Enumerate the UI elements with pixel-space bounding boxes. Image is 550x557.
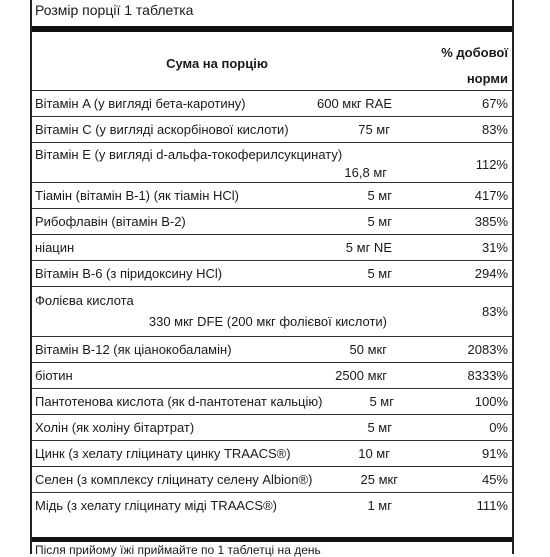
supplement-facts-panel xyxy=(30,0,514,557)
nutrient-name: Вітамін E (у вигляді d-альфа-токоферилсукцинату) xyxy=(35,147,343,162)
nutrient-row-vitamin-a xyxy=(32,90,512,116)
nutrient-dv: 31% xyxy=(481,240,508,255)
nutrient-amount: 330 мкг DFE (200 мкг фолієвої кислоти) xyxy=(148,314,387,329)
nutrient-amount: 5 мг xyxy=(367,214,392,229)
daily-value-heading-line2: норми xyxy=(466,71,508,86)
amount-per-serving-heading: Сума на порцію xyxy=(166,56,268,71)
nutrient-amount: 5 мг xyxy=(367,266,392,281)
nutrient-dv: 91% xyxy=(481,446,508,461)
nutrient-dv: 100% xyxy=(474,394,508,409)
nutrient-amount: 5 мг NE xyxy=(345,240,392,255)
nutrient-dv: 2083% xyxy=(467,342,508,357)
nutrient-row-vitamin-b6 xyxy=(32,260,512,286)
nutrient-name: Рибофлавін (вітамін В-2) xyxy=(35,214,186,229)
nutrient-name: Вітамін В-6 (з піридоксину HCl) xyxy=(35,266,223,281)
nutrient-name: Вітамін В-12 (як ціанокобаламін) xyxy=(35,342,232,357)
nutrient-dv: 83% xyxy=(481,304,508,319)
nutrient-amount: 10 мг xyxy=(358,446,390,461)
nutrient-row-riboflavin xyxy=(32,208,512,234)
nutrient-name: ніацин xyxy=(35,240,75,255)
footnote-text: Після прийому їжі приймайте по 1 таблетці на день xyxy=(35,543,321,557)
nutrient-dv: 385% xyxy=(474,214,508,229)
nutrient-name: Фолієва кислота xyxy=(35,293,134,308)
nutrient-amount: 5 мг xyxy=(369,394,394,409)
nutrient-amount: 2500 мкг xyxy=(335,368,387,383)
nutrient-row-niacin xyxy=(32,234,512,260)
nutrient-name: Пантотенова кислота (як d-пантотенат кальцію) xyxy=(35,394,323,409)
nutrient-amount: 600 мкг RAE xyxy=(316,96,392,111)
nutrient-name: Холін (як холіну бітартрат) xyxy=(35,420,195,435)
nutrient-row-vitamin-c xyxy=(32,116,512,142)
nutrient-row-thiamin xyxy=(32,182,512,208)
nutrient-name: біотин xyxy=(35,368,73,383)
nutrient-amount: 1 мг xyxy=(367,498,392,513)
daily-value-heading xyxy=(441,40,508,92)
bottom-thick-divider xyxy=(32,537,512,542)
nutrient-name: Вітамін C (у вигляді аскорбінової кислоти) xyxy=(35,122,289,137)
nutrient-row-zinc xyxy=(32,440,512,466)
nutrient-dv: 111% xyxy=(476,498,508,513)
nutrient-row-folic-acid xyxy=(32,286,512,336)
daily-value-heading-line1: % добової xyxy=(441,45,508,60)
nutrient-amount: 5 мг xyxy=(367,420,392,435)
nutrient-row-pantothenic-acid xyxy=(32,388,512,414)
nutrient-dv: 0% xyxy=(489,420,508,435)
nutrient-name: Селен (з комплексу гліцинату селену Albion®) xyxy=(35,472,313,487)
nutrient-row-vitamin-b12 xyxy=(32,336,512,362)
nutrient-row-vitamin-e xyxy=(32,142,512,182)
nutrient-amount: 5 мг xyxy=(367,188,392,203)
nutrient-dv: 294% xyxy=(474,266,508,281)
nutrient-dv: 417% xyxy=(474,188,508,203)
nutrient-dv: 112% xyxy=(475,157,508,172)
nutrient-row-copper xyxy=(32,492,512,518)
nutrient-name: Цинк (з хелату гліцинату цинку TRAACS®) xyxy=(35,446,291,461)
nutrient-amount: 50 мкг xyxy=(349,342,387,357)
nutrient-amount: 75 мг xyxy=(358,122,390,137)
nutrient-name: Тіамін (вітамін В-1) (як тіамін HCl) xyxy=(35,188,239,203)
nutrient-table xyxy=(32,90,512,518)
nutrient-amount: 25 мкг xyxy=(360,472,398,487)
nutrient-name: Вітамін A (у вигляді бета-каротину) xyxy=(35,96,246,111)
nutrient-row-biotin xyxy=(32,362,512,388)
nutrient-row-choline xyxy=(32,414,512,440)
nutrient-dv: 8333% xyxy=(467,368,508,383)
nutrient-dv: 83% xyxy=(481,122,508,137)
serving-size: Розмір порції 1 таблетка xyxy=(35,2,194,18)
thick-divider xyxy=(32,26,512,32)
nutrient-row-selenium xyxy=(32,466,512,492)
nutrient-dv: 67% xyxy=(481,96,508,111)
nutrient-dv: 45% xyxy=(481,472,508,487)
nutrient-amount: 16,8 мг xyxy=(344,165,387,180)
nutrient-name: Мідь (з хелату гліцинату міді TRAACS®) xyxy=(35,498,278,513)
